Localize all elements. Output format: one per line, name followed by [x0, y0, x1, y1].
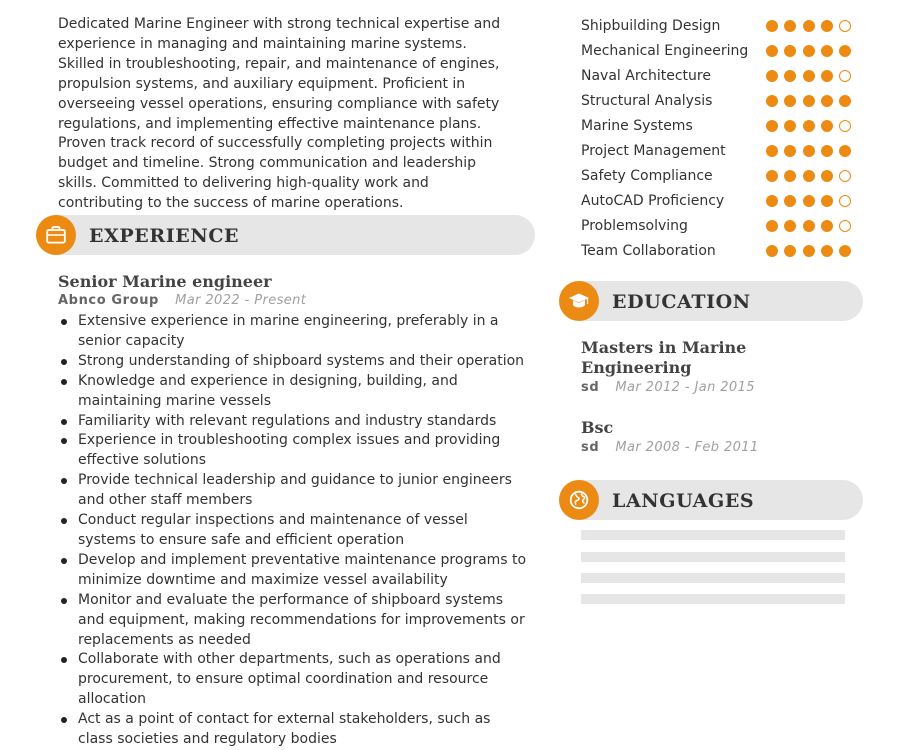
rating-dot-filled [784, 120, 796, 132]
skill-name: Mechanical Engineering [581, 42, 749, 59]
education-meta [581, 440, 851, 455]
rating-dot-filled [766, 45, 778, 57]
skill-rating [766, 95, 851, 107]
school-name: sd [581, 440, 600, 455]
skill-rating [766, 45, 851, 57]
rating-dot-filled [839, 145, 851, 157]
education-dates: Mar 2008 - Feb 2011 [615, 440, 759, 455]
responsibility-item: Develop and implement preventative maintenance programs to minimize downtime and maximize vessel availability [58, 551, 528, 591]
skill-rating [766, 70, 851, 82]
responsibility-item: Extensive experience in marine engineering, preferably in a senior capacity [58, 312, 528, 352]
rating-dot-filled [784, 45, 796, 57]
rating-dot-filled [803, 145, 815, 157]
rating-dot-filled [803, 20, 815, 32]
rating-dot-filled [803, 245, 815, 257]
school-name: sd [581, 380, 600, 395]
rating-dot-filled [784, 20, 796, 32]
skill-name: Naval Architecture [581, 67, 711, 84]
responsibility-item: Knowledge and experience in designing, building, and maintaining marine vessels [58, 372, 528, 412]
rating-dot-filled [821, 195, 833, 207]
education-entry [581, 338, 851, 395]
education-heading: EDUCATION [612, 291, 751, 313]
responsibility-item: Conduct regular inspections and maintenance of vessel systems to ensure safe and efficient operation [58, 511, 528, 551]
rating-dot-filled [766, 170, 778, 182]
responsibility-item: Strong understanding of shipboard systems and their operation [58, 352, 528, 372]
skill-row [581, 113, 851, 138]
rating-dot-filled [766, 220, 778, 232]
rating-dot-filled [803, 70, 815, 82]
skill-rating [766, 145, 851, 157]
skill-name: Marine Systems [581, 117, 693, 134]
skill-row [581, 88, 851, 113]
skill-rating [766, 245, 851, 257]
responsibility-item: Provide technical leadership and guidance to junior engineers and other staff members [58, 471, 528, 511]
rating-dot-filled [821, 70, 833, 82]
rating-dot-filled [766, 245, 778, 257]
job-dates: Mar 2022 - Present [175, 293, 307, 308]
rating-dot-filled [784, 70, 796, 82]
rating-dot-filled [766, 120, 778, 132]
graduation-cap-icon [559, 281, 599, 321]
responsibility-item: Experience in troubleshooting complex issues and providing effective solutions [58, 431, 528, 471]
skill-name: Problemsolving [581, 218, 688, 235]
skill-row [581, 138, 851, 163]
languages-section-header [559, 480, 863, 520]
experience-section-header [36, 215, 535, 255]
rating-dot-empty [839, 20, 851, 32]
rating-dot-filled [839, 45, 851, 57]
rating-dot-filled [821, 120, 833, 132]
education-dates: Mar 2012 - Jan 2015 [615, 380, 755, 395]
rating-dot-filled [839, 245, 851, 257]
skill-name: Structural Analysis [581, 92, 713, 109]
rating-dot-filled [766, 145, 778, 157]
skill-name: Shipbuilding Design [581, 17, 721, 34]
skill-rating [766, 20, 851, 32]
skill-row [581, 189, 851, 214]
rating-dot-filled [784, 95, 796, 107]
rating-dot-filled [821, 45, 833, 57]
skills-list [581, 13, 851, 264]
rating-dot-empty [839, 220, 851, 232]
language-bar [581, 573, 845, 583]
skill-rating [766, 120, 851, 132]
rating-dot-empty [839, 70, 851, 82]
rating-dot-filled [821, 145, 833, 157]
education-section-header [559, 281, 863, 321]
skill-row [581, 239, 851, 264]
rating-dot-filled [803, 120, 815, 132]
rating-dot-filled [803, 220, 815, 232]
job-title: Senior Marine engineer [58, 272, 272, 291]
skill-rating [766, 220, 851, 232]
rating-dot-empty [839, 120, 851, 132]
rating-dot-filled [784, 220, 796, 232]
languages-heading: LANGUAGES [612, 490, 755, 512]
rating-dot-filled [821, 170, 833, 182]
skill-row [581, 214, 851, 239]
skill-rating [766, 195, 851, 207]
responsibility-item: Monitor and evaluate the performance of shipboard systems and equipment, making recommendations for improvements or replacements as needed [58, 591, 528, 651]
summary-text: Dedicated Marine Engineer with strong technical expertise and experience in managing and maintaining marine systems. Skilled in troubleshooting, repair, and maintenance of engines, propulsion systems, and auxiliary equipment. Proficient in overseeing vessel operations, ensuring compliance with safety regulations, and implementing effective maintenance plans. Proven track record of successfully completing projects within budget and timeline. Strong communication and leadership skills. Committed to delivering high-quality work and contributing to the success of marine operations. [58, 16, 501, 212]
skill-name: Safety Compliance [581, 168, 713, 185]
skill-rating [766, 170, 851, 182]
skill-row [581, 63, 851, 88]
rating-dot-filled [839, 95, 851, 107]
rating-dot-filled [803, 95, 815, 107]
rating-dot-filled [803, 170, 815, 182]
education-entry [581, 418, 851, 455]
skill-name: AutoCAD Proficiency [581, 193, 725, 210]
rating-dot-filled [803, 45, 815, 57]
responsibility-item: Familiarity with relevant regulations and industry standards [58, 412, 528, 432]
rating-dot-filled [821, 20, 833, 32]
language-bar [581, 530, 845, 540]
rating-dot-filled [803, 195, 815, 207]
briefcase-icon [36, 215, 76, 255]
rating-dot-filled [821, 95, 833, 107]
skill-row [581, 164, 851, 189]
job-meta [58, 293, 528, 308]
skill-row [581, 38, 851, 63]
rating-dot-filled [784, 170, 796, 182]
skill-name: Project Management [581, 143, 726, 160]
rating-dot-filled [766, 70, 778, 82]
rating-dot-filled [821, 220, 833, 232]
rating-dot-filled [784, 145, 796, 157]
skill-name: Team Collaboration [581, 243, 716, 260]
company-name: Abnco Group [58, 293, 159, 308]
responsibility-item: Collaborate with other departments, such as operations and procurement, to ensure optimal coordination and resource allocation [58, 650, 528, 710]
rating-dot-filled [766, 20, 778, 32]
rating-dot-filled [766, 95, 778, 107]
responsibility-list [58, 312, 528, 750]
language-bar [581, 594, 845, 604]
globe-icon [559, 480, 599, 520]
rating-dot-empty [839, 195, 851, 207]
rating-dot-empty [839, 170, 851, 182]
skill-row [581, 13, 851, 38]
responsibility-item: Act as a point of contact for external stakeholders, such as class societies and regulatory bodies [58, 710, 528, 750]
rating-dot-filled [821, 245, 833, 257]
rating-dot-filled [784, 245, 796, 257]
degree-title: Masters in Marine Engineering [581, 338, 747, 377]
experience-heading: EXPERIENCE [89, 225, 240, 247]
education-meta [581, 380, 851, 395]
rating-dot-filled [784, 195, 796, 207]
job-entry [58, 272, 528, 308]
language-bar [581, 552, 845, 562]
rating-dot-filled [766, 195, 778, 207]
degree-title: Bsc [581, 418, 614, 437]
